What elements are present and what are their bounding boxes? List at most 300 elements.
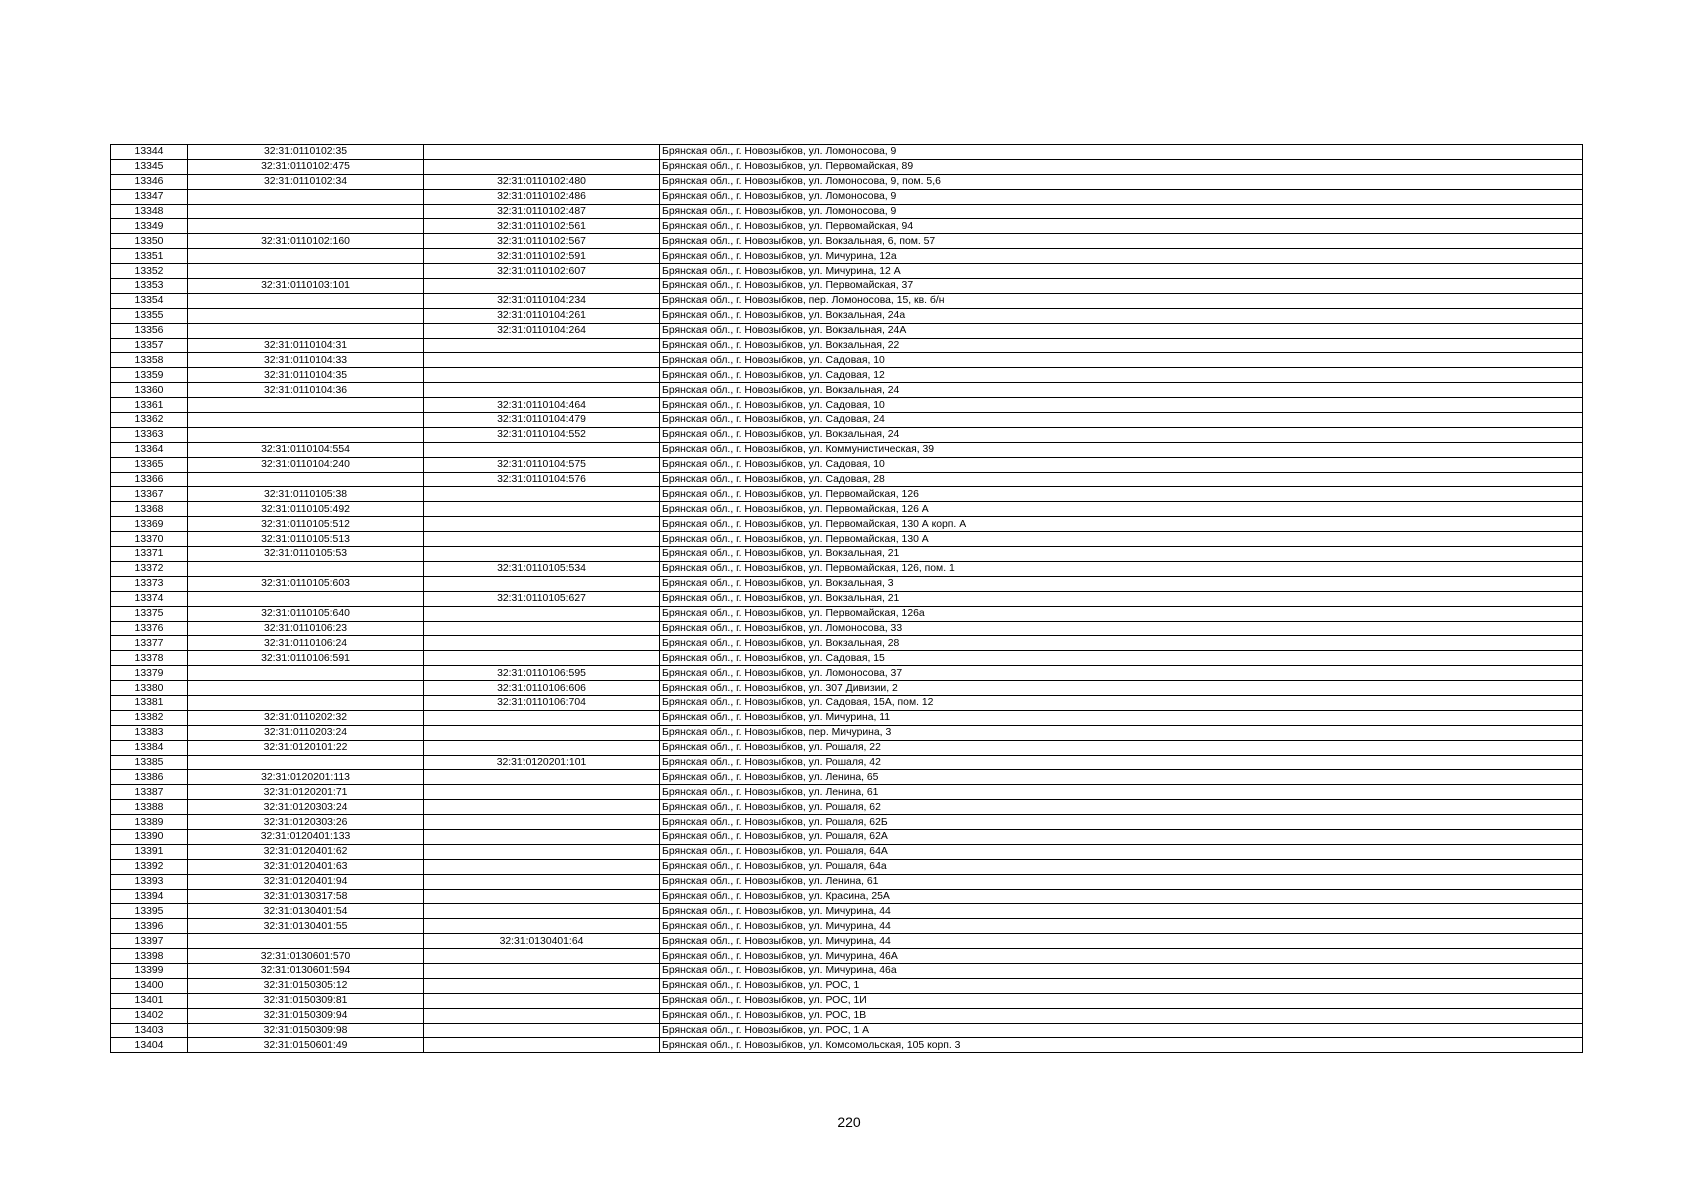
object-number-cell — [424, 874, 660, 889]
object-number-cell: 32:31:0110104:575 — [424, 457, 660, 472]
object-number-cell: 32:31:0110102:487 — [424, 204, 660, 219]
parcel-number-cell: 32:31:0110102:160 — [188, 234, 424, 249]
parcel-number-cell: 32:31:0130317:58 — [188, 889, 424, 904]
record-number-cell: 13360 — [111, 383, 188, 398]
table-row — [111, 204, 1583, 219]
record-number-cell: 13355 — [111, 308, 188, 323]
address-cell: Брянская обл., г. Новозыбков, ул. Садовая, 24 — [660, 413, 1583, 428]
table-row — [111, 934, 1583, 949]
record-number-cell: 13381 — [111, 695, 188, 710]
parcel-number-cell: 32:31:0130601:594 — [188, 963, 424, 978]
object-number-cell: 32:31:0110104:552 — [424, 427, 660, 442]
record-number-cell: 13389 — [111, 815, 188, 830]
address-cell: Брянская обл., г. Новозыбков, ул. Рошаля, 62Б — [660, 815, 1583, 830]
address-cell: Брянская обл., г. Новозыбков, ул. Вокзальная, 24А — [660, 323, 1583, 338]
record-number-cell: 13352 — [111, 264, 188, 279]
table-row — [111, 189, 1583, 204]
object-number-cell — [424, 145, 660, 160]
object-number-cell: 32:31:0110102:480 — [424, 174, 660, 189]
record-number-cell: 13398 — [111, 949, 188, 964]
table-row — [111, 591, 1583, 606]
table-row — [111, 502, 1583, 517]
table-row — [111, 249, 1583, 264]
parcel-number-cell — [188, 398, 424, 413]
address-cell: Брянская обл., г. Новозыбков, ул. Рошаля, 62А — [660, 829, 1583, 844]
record-number-cell: 13404 — [111, 1038, 188, 1053]
object-number-cell — [424, 1008, 660, 1023]
parcel-number-cell: 32:31:0150309:98 — [188, 1023, 424, 1038]
parcel-number-cell: 32:31:0130601:570 — [188, 949, 424, 964]
record-number-cell: 13349 — [111, 219, 188, 234]
address-cell: Брянская обл., г. Новозыбков, ул. Рошаля, 22 — [660, 740, 1583, 755]
address-cell: Брянская обл., г. Новозыбков, ул. Ленина, 61 — [660, 874, 1583, 889]
address-cell: Брянская обл., г. Новозыбков, ул. Мичурина, 44 — [660, 934, 1583, 949]
address-cell: Брянская обл., г. Новозыбков, ул. Рошаля, 64А — [660, 844, 1583, 859]
address-cell: Брянская обл., г. Новозыбков, ул. Ломоносова, 9 — [660, 145, 1583, 160]
address-cell: Брянская обл., г. Новозыбков, ул. Садовая, 15 — [660, 651, 1583, 666]
record-number-cell: 13396 — [111, 919, 188, 934]
parcel-number-cell: 32:31:0110102:35 — [188, 145, 424, 160]
object-number-cell: 32:31:0110102:591 — [424, 249, 660, 264]
table-row — [111, 740, 1583, 755]
object-number-cell — [424, 353, 660, 368]
parcel-number-cell — [188, 561, 424, 576]
address-cell: Брянская обл., г. Новозыбков, ул. Мичурина, 46А — [660, 949, 1583, 964]
table-row — [111, 517, 1583, 532]
parcel-number-cell — [188, 591, 424, 606]
record-number-cell: 13371 — [111, 547, 188, 562]
parcel-number-cell: 32:31:0120401:94 — [188, 874, 424, 889]
record-number-cell: 13345 — [111, 159, 188, 174]
object-number-cell — [424, 487, 660, 502]
parcel-number-cell: 32:31:0110104:36 — [188, 383, 424, 398]
object-number-cell — [424, 383, 660, 398]
parcel-number-cell — [188, 293, 424, 308]
table-row — [111, 293, 1583, 308]
record-number-cell: 13348 — [111, 204, 188, 219]
object-number-cell: 32:31:0110102:486 — [424, 189, 660, 204]
record-number-cell: 13356 — [111, 323, 188, 338]
object-number-cell: 32:31:0110102:567 — [424, 234, 660, 249]
address-cell: Брянская обл., г. Новозыбков, ул. РОС, 1В — [660, 1008, 1583, 1023]
parcel-number-cell: 32:31:0120401:133 — [188, 829, 424, 844]
table-row — [111, 636, 1583, 651]
table-row — [111, 457, 1583, 472]
address-cell: Брянская обл., г. Новозыбков, ул. РОС, 1И — [660, 993, 1583, 1008]
table-row — [111, 710, 1583, 725]
address-cell: Брянская обл., г. Новозыбков, ул. Ломоносова, 9 — [660, 189, 1583, 204]
record-number-cell: 13365 — [111, 457, 188, 472]
object-number-cell — [424, 919, 660, 934]
object-number-cell — [424, 1023, 660, 1038]
table-row — [111, 159, 1583, 174]
table-row — [111, 279, 1583, 294]
record-number-cell: 13402 — [111, 1008, 188, 1023]
table-row — [111, 978, 1583, 993]
address-cell: Брянская обл., г. Новозыбков, ул. Садовая, 28 — [660, 472, 1583, 487]
record-number-cell: 13354 — [111, 293, 188, 308]
parcel-number-cell: 32:31:0110103:101 — [188, 279, 424, 294]
address-cell: Брянская обл., г. Новозыбков, ул. Ломоносова, 9, пом. 5,6 — [660, 174, 1583, 189]
table-row — [111, 427, 1583, 442]
parcel-number-cell — [188, 204, 424, 219]
object-number-cell: 32:31:0110102:607 — [424, 264, 660, 279]
object-number-cell: 32:31:0110105:627 — [424, 591, 660, 606]
object-number-cell — [424, 800, 660, 815]
parcel-number-cell: 32:31:0110202:32 — [188, 710, 424, 725]
record-number-cell: 13390 — [111, 829, 188, 844]
object-number-cell: 32:31:0110104:464 — [424, 398, 660, 413]
object-number-cell — [424, 844, 660, 859]
parcel-number-cell — [188, 695, 424, 710]
object-number-cell — [424, 740, 660, 755]
address-cell: Брянская обл., г. Новозыбков, ул. Мичурина, 12а — [660, 249, 1583, 264]
table-row — [111, 949, 1583, 964]
object-number-cell — [424, 606, 660, 621]
record-number-cell: 13370 — [111, 532, 188, 547]
table-row — [111, 815, 1583, 830]
record-number-cell: 13366 — [111, 472, 188, 487]
address-cell: Брянская обл., г. Новозыбков, ул. Вокзальная, 24а — [660, 308, 1583, 323]
record-number-cell: 13387 — [111, 785, 188, 800]
object-number-cell: 32:31:0110104:234 — [424, 293, 660, 308]
address-cell: Брянская обл., г. Новозыбков, ул. Ленина, 65 — [660, 770, 1583, 785]
table-row — [111, 785, 1583, 800]
parcel-number-cell: 32:31:0120303:24 — [188, 800, 424, 815]
parcel-number-cell: 32:31:0110106:23 — [188, 621, 424, 636]
parcel-number-cell — [188, 755, 424, 770]
table-row — [111, 829, 1583, 844]
address-cell: Брянская обл., г. Новозыбков, ул. Мичурина, 44 — [660, 904, 1583, 919]
record-number-cell: 13361 — [111, 398, 188, 413]
parcel-number-cell: 32:31:0110105:512 — [188, 517, 424, 532]
table-row — [111, 338, 1583, 353]
parcel-number-cell: 32:31:0110105:513 — [188, 532, 424, 547]
table-row — [111, 695, 1583, 710]
parcel-number-cell: 32:31:0150309:94 — [188, 1008, 424, 1023]
object-number-cell — [424, 770, 660, 785]
address-cell: Брянская обл., г. Новозыбков, ул. Рошаля, 62 — [660, 800, 1583, 815]
table-row — [111, 800, 1583, 815]
table-row — [111, 666, 1583, 681]
object-number-cell — [424, 576, 660, 591]
table-row — [111, 919, 1583, 934]
parcel-number-cell: 32:31:0110106:591 — [188, 651, 424, 666]
parcel-number-cell — [188, 427, 424, 442]
parcel-number-cell: 32:31:0110104:35 — [188, 368, 424, 383]
parcel-number-cell: 32:31:0150309:81 — [188, 993, 424, 1008]
register-table-body — [111, 145, 1583, 1053]
address-cell: Брянская обл., г. Новозыбков, ул. Вокзальная, 6, пом. 57 — [660, 234, 1583, 249]
parcel-number-cell: 32:31:0110104:31 — [188, 338, 424, 353]
address-cell: Брянская обл., г. Новозыбков, ул. Коммунистическая, 39 — [660, 442, 1583, 457]
parcel-number-cell: 32:31:0120201:113 — [188, 770, 424, 785]
table-row — [111, 219, 1583, 234]
address-cell: Брянская обл., г. Новозыбков, ул. Садовая, 12 — [660, 368, 1583, 383]
table-row — [111, 145, 1583, 160]
record-number-cell: 13382 — [111, 710, 188, 725]
property-register-table — [110, 144, 1583, 1053]
parcel-number-cell: 32:31:0110102:34 — [188, 174, 424, 189]
parcel-number-cell: 32:31:0110105:53 — [188, 547, 424, 562]
address-cell: Брянская обл., г. Новозыбков, ул. Вокзальная, 22 — [660, 338, 1583, 353]
parcel-number-cell: 32:31:0150305:12 — [188, 978, 424, 993]
table-row — [111, 532, 1583, 547]
record-number-cell: 13346 — [111, 174, 188, 189]
table-row — [111, 472, 1583, 487]
address-cell: Брянская обл., г. Новозыбков, ул. Садовая, 10 — [660, 457, 1583, 472]
object-number-cell — [424, 889, 660, 904]
parcel-number-cell — [188, 413, 424, 428]
record-number-cell: 13376 — [111, 621, 188, 636]
parcel-number-cell: 32:31:0110104:33 — [188, 353, 424, 368]
parcel-number-cell: 32:31:0110104:554 — [188, 442, 424, 457]
parcel-number-cell: 32:31:0120401:63 — [188, 859, 424, 874]
record-number-cell: 13350 — [111, 234, 188, 249]
address-cell: Брянская обл., г. Новозыбков, ул. Первомайская, 126, пом. 1 — [660, 561, 1583, 576]
parcel-number-cell: 32:31:0130401:54 — [188, 904, 424, 919]
object-number-cell — [424, 949, 660, 964]
address-cell: Брянская обл., г. Новозыбков, ул. Вокзальная, 21 — [660, 591, 1583, 606]
table-row — [111, 174, 1583, 189]
record-number-cell: 13363 — [111, 427, 188, 442]
address-cell: Брянская обл., г. Новозыбков, пер. Ломоносова, 15, кв. б/н — [660, 293, 1583, 308]
parcel-number-cell — [188, 472, 424, 487]
object-number-cell — [424, 159, 660, 174]
record-number-cell: 13379 — [111, 666, 188, 681]
address-cell: Брянская обл., г. Новозыбков, ул. Первомайская, 89 — [660, 159, 1583, 174]
address-cell: Брянская обл., г. Новозыбков, пер. Мичурина, 3 — [660, 725, 1583, 740]
record-number-cell: 13384 — [111, 740, 188, 755]
address-cell: Брянская обл., г. Новозыбков, ул. Вокзальная, 28 — [660, 636, 1583, 651]
object-number-cell — [424, 785, 660, 800]
record-number-cell: 13367 — [111, 487, 188, 502]
object-number-cell — [424, 517, 660, 532]
record-number-cell: 13373 — [111, 576, 188, 591]
parcel-number-cell — [188, 189, 424, 204]
parcel-number-cell: 32:31:0120101:22 — [188, 740, 424, 755]
object-number-cell — [424, 651, 660, 666]
object-number-cell: 32:31:0130401:64 — [424, 934, 660, 949]
table-row — [111, 308, 1583, 323]
record-number-cell: 13359 — [111, 368, 188, 383]
address-cell: Брянская обл., г. Новозыбков, ул. Первомайская, 126 — [660, 487, 1583, 502]
address-cell: Брянская обл., г. Новозыбков, ул. Ломоносова, 37 — [660, 666, 1583, 681]
parcel-number-cell — [188, 264, 424, 279]
parcel-number-cell: 32:31:0110106:24 — [188, 636, 424, 651]
address-cell: Брянская обл., г. Новозыбков, ул. Рошаля, 64а — [660, 859, 1583, 874]
record-number-cell: 13395 — [111, 904, 188, 919]
address-cell: Брянская обл., г. Новозыбков, ул. Садовая, 10 — [660, 398, 1583, 413]
address-cell: Брянская обл., г. Новозыбков, ул. Мичурина, 11 — [660, 710, 1583, 725]
record-number-cell: 13383 — [111, 725, 188, 740]
address-cell: Брянская обл., г. Новозыбков, ул. Вокзальная, 3 — [660, 576, 1583, 591]
table-row — [111, 1023, 1583, 1038]
table-row — [111, 770, 1583, 785]
object-number-cell — [424, 1038, 660, 1053]
parcel-number-cell: 32:31:0120201:71 — [188, 785, 424, 800]
address-cell: Брянская обл., г. Новозыбков, ул. Комсомольская, 105 корп. 3 — [660, 1038, 1583, 1053]
table-row — [111, 323, 1583, 338]
table-row — [111, 651, 1583, 666]
object-number-cell: 32:31:0110104:261 — [424, 308, 660, 323]
address-cell: Брянская обл., г. Новозыбков, ул. Мичурина, 12 А — [660, 264, 1583, 279]
address-cell: Брянская обл., г. Новозыбков, ул. Мичурина, 46а — [660, 963, 1583, 978]
address-cell: Брянская обл., г. Новозыбков, ул. Ломоносова, 33 — [660, 621, 1583, 636]
table-row — [111, 725, 1583, 740]
record-number-cell: 13400 — [111, 978, 188, 993]
record-number-cell: 13377 — [111, 636, 188, 651]
record-number-cell: 13378 — [111, 651, 188, 666]
address-cell: Брянская обл., г. Новозыбков, ул. Первомайская, 37 — [660, 279, 1583, 294]
address-cell: Брянская обл., г. Новозыбков, ул. Вокзальная, 24 — [660, 383, 1583, 398]
record-number-cell: 13375 — [111, 606, 188, 621]
record-number-cell: 13347 — [111, 189, 188, 204]
record-number-cell: 13364 — [111, 442, 188, 457]
table-row — [111, 234, 1583, 249]
record-number-cell: 13397 — [111, 934, 188, 949]
table-row — [111, 398, 1583, 413]
object-number-cell — [424, 442, 660, 457]
parcel-number-cell — [188, 666, 424, 681]
table-row — [111, 547, 1583, 562]
object-number-cell — [424, 636, 660, 651]
record-number-cell: 13380 — [111, 681, 188, 696]
page-number: 220 — [837, 1114, 861, 1130]
record-number-cell: 13403 — [111, 1023, 188, 1038]
parcel-number-cell: 32:31:0110104:240 — [188, 457, 424, 472]
parcel-number-cell — [188, 681, 424, 696]
table-row — [111, 264, 1583, 279]
address-cell: Брянская обл., г. Новозыбков, ул. Вокзальная, 24 — [660, 427, 1583, 442]
object-number-cell: 32:31:0110104:264 — [424, 323, 660, 338]
address-cell: Брянская обл., г. Новозыбков, ул. Ленина, 61 — [660, 785, 1583, 800]
record-number-cell: 13362 — [111, 413, 188, 428]
address-cell: Брянская обл., г. Новозыбков, ул. Первомайская, 126 А — [660, 502, 1583, 517]
table-row — [111, 606, 1583, 621]
record-number-cell: 13344 — [111, 145, 188, 160]
parcel-number-cell — [188, 249, 424, 264]
table-row — [111, 1008, 1583, 1023]
record-number-cell: 13386 — [111, 770, 188, 785]
record-number-cell: 13353 — [111, 279, 188, 294]
record-number-cell: 13401 — [111, 993, 188, 1008]
object-number-cell — [424, 338, 660, 353]
object-number-cell — [424, 368, 660, 383]
record-number-cell: 13399 — [111, 963, 188, 978]
table-row — [111, 904, 1583, 919]
parcel-number-cell: 32:31:0150601:49 — [188, 1038, 424, 1053]
object-number-cell: 32:31:0110104:479 — [424, 413, 660, 428]
parcel-number-cell: 32:31:0110105:38 — [188, 487, 424, 502]
address-cell: Брянская обл., г. Новозыбков, ул. Первомайская, 130 А — [660, 532, 1583, 547]
parcel-number-cell — [188, 934, 424, 949]
table-row — [111, 353, 1583, 368]
object-number-cell — [424, 829, 660, 844]
record-number-cell: 13358 — [111, 353, 188, 368]
object-number-cell: 32:31:0110105:534 — [424, 561, 660, 576]
table-row — [111, 859, 1583, 874]
table-row — [111, 621, 1583, 636]
parcel-number-cell: 32:31:0110102:475 — [188, 159, 424, 174]
parcel-number-cell: 32:31:0110105:492 — [188, 502, 424, 517]
object-number-cell — [424, 993, 660, 1008]
address-cell: Брянская обл., г. Новозыбков, ул. Первомайская, 126а — [660, 606, 1583, 621]
object-number-cell: 32:31:0110106:595 — [424, 666, 660, 681]
table-row — [111, 383, 1583, 398]
record-number-cell: 13372 — [111, 561, 188, 576]
object-number-cell — [424, 815, 660, 830]
object-number-cell — [424, 532, 660, 547]
table-row — [111, 576, 1583, 591]
record-number-cell: 13393 — [111, 874, 188, 889]
record-number-cell: 13388 — [111, 800, 188, 815]
table-row — [111, 561, 1583, 576]
address-cell: Брянская обл., г. Новозыбков, ул. Рошаля, 42 — [660, 755, 1583, 770]
parcel-number-cell: 32:31:0110105:603 — [188, 576, 424, 591]
address-cell: Брянская обл., г. Новозыбков, ул. РОС, 1 А — [660, 1023, 1583, 1038]
object-number-cell — [424, 859, 660, 874]
table-row — [111, 993, 1583, 1008]
table-row — [111, 368, 1583, 383]
object-number-cell — [424, 710, 660, 725]
address-cell: Брянская обл., г. Новозыбков, ул. Садовая, 10 — [660, 353, 1583, 368]
record-number-cell: 13357 — [111, 338, 188, 353]
table-row — [111, 442, 1583, 457]
parcel-number-cell: 32:31:0120401:62 — [188, 844, 424, 859]
table-row — [111, 487, 1583, 502]
table-row — [111, 963, 1583, 978]
parcel-number-cell — [188, 308, 424, 323]
parcel-number-cell: 32:31:0110203:24 — [188, 725, 424, 740]
table-row — [111, 755, 1583, 770]
parcel-number-cell: 32:31:0130401:55 — [188, 919, 424, 934]
record-number-cell: 13369 — [111, 517, 188, 532]
object-number-cell: 32:31:0110102:561 — [424, 219, 660, 234]
address-cell: Брянская обл., г. Новозыбков, ул. Первомайская, 130 А корп. А — [660, 517, 1583, 532]
address-cell: Брянская обл., г. Новозыбков, ул. Красина, 25А — [660, 889, 1583, 904]
object-number-cell: 32:31:0110104:576 — [424, 472, 660, 487]
address-cell: Брянская обл., г. Новозыбков, ул. Садовая, 15А, пом. 12 — [660, 695, 1583, 710]
record-number-cell: 13374 — [111, 591, 188, 606]
address-cell: Брянская обл., г. Новозыбков, ул. Ломоносова, 9 — [660, 204, 1583, 219]
table-row — [111, 874, 1583, 889]
record-number-cell: 13385 — [111, 755, 188, 770]
parcel-number-cell: 32:31:0110105:640 — [188, 606, 424, 621]
table-row — [111, 413, 1583, 428]
address-cell: Брянская обл., г. Новозыбков, ул. Мичурина, 44 — [660, 919, 1583, 934]
object-number-cell: 32:31:0120201:101 — [424, 755, 660, 770]
object-number-cell — [424, 621, 660, 636]
object-number-cell — [424, 963, 660, 978]
object-number-cell — [424, 547, 660, 562]
object-number-cell — [424, 279, 660, 294]
parcel-number-cell — [188, 323, 424, 338]
record-number-cell: 13368 — [111, 502, 188, 517]
table-row — [111, 889, 1583, 904]
address-cell: Брянская обл., г. Новозыбков, ул. РОС, 1 — [660, 978, 1583, 993]
record-number-cell: 13392 — [111, 859, 188, 874]
table-row — [111, 1038, 1583, 1053]
table-row — [111, 844, 1583, 859]
object-number-cell — [424, 502, 660, 517]
object-number-cell — [424, 978, 660, 993]
address-cell: Брянская обл., г. Новозыбков, ул. Вокзальная, 21 — [660, 547, 1583, 562]
object-number-cell: 32:31:0110106:704 — [424, 695, 660, 710]
object-number-cell — [424, 904, 660, 919]
table-row — [111, 681, 1583, 696]
parcel-number-cell — [188, 219, 424, 234]
